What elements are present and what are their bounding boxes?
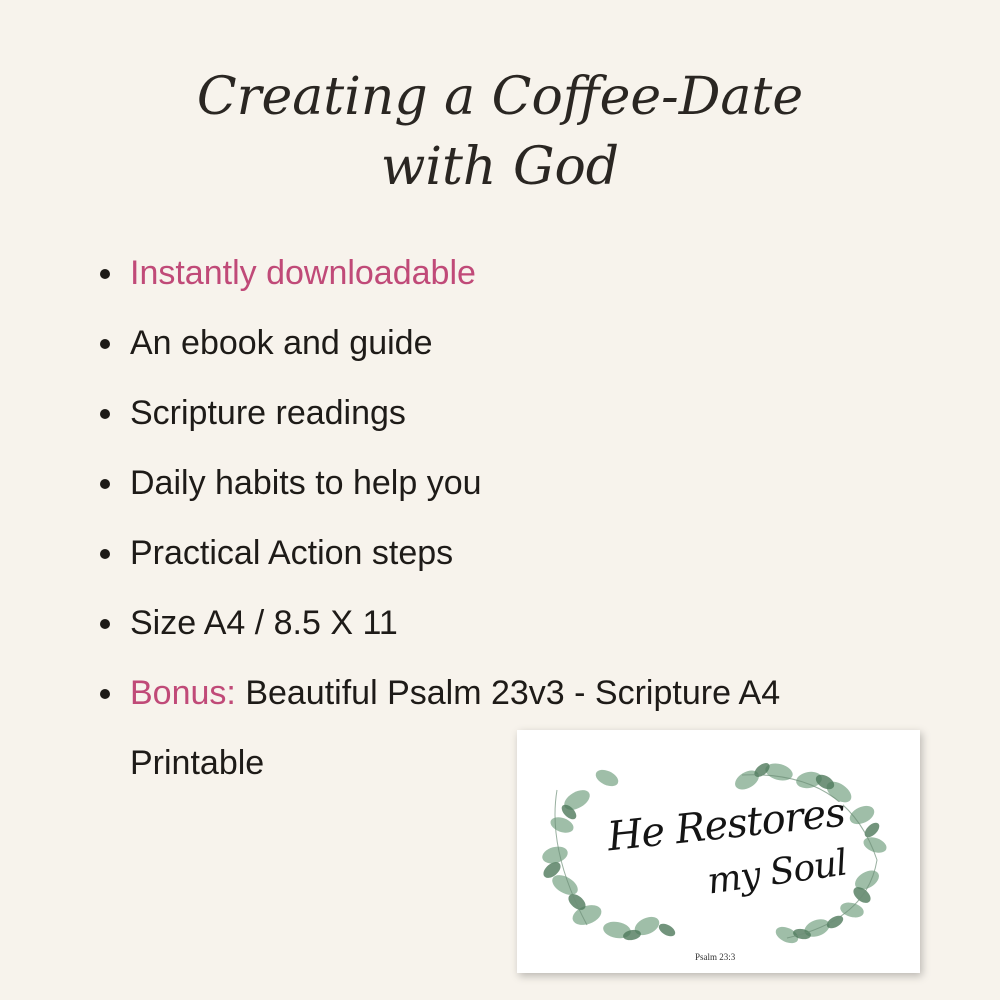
feature-text: Practical Action steps [130,534,454,572]
quote-line-1: He Restores [605,789,847,861]
bonus-text-continued: Printable [130,744,265,782]
feature-text: Size A4 / 8.5 X 11 [130,604,398,642]
quote-line-2: my Soul [704,842,850,903]
printable-preview-card [517,730,920,973]
page-title [0,62,1000,202]
feature-text: Daily habits to help you [130,464,482,502]
feature-item [100,238,900,308]
page-title-line-2: with God [380,137,620,197]
scripture-reference: Psalm 23:3 [695,952,736,962]
bullet-icon [100,409,110,419]
bullet-icon [100,689,110,699]
bullet-icon [100,549,110,559]
feature-item [100,378,900,448]
page-title-line-1: Creating a Coffee-Date [196,67,804,127]
feature-item [100,308,900,378]
bullet-icon [100,619,110,629]
bullet-icon [100,479,110,489]
feature-text: An ebook and guide [130,324,433,362]
bonus-label: Bonus: [130,674,236,712]
bonus-text: Beautiful Psalm 23v3 - Scripture A4 [245,674,781,712]
feature-item [100,518,900,588]
feature-list [100,238,900,798]
feature-text: Instantly downloadable [130,254,476,292]
bullet-icon [100,269,110,279]
feature-item [100,588,900,658]
feature-item [100,448,900,518]
feature-text: Scripture readings [130,394,406,432]
bullet-icon [100,339,110,349]
